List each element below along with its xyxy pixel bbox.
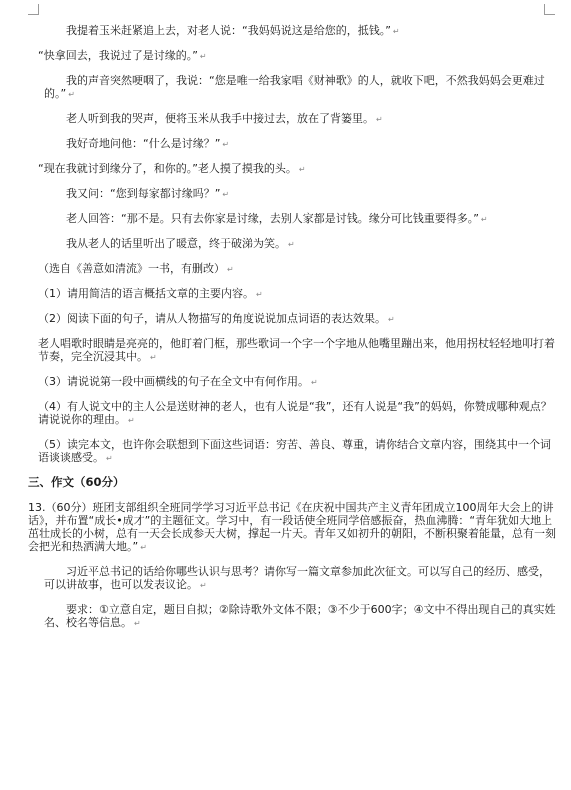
paragraph: 老人回答：“那不是。只有去你家是讨缘，去别人家都是讨钱。缘分可比钱重要得多。” ↵	[66, 212, 488, 225]
section-title: 三、作文（60分）	[28, 475, 125, 489]
paragraph: “快拿回去，我说过了是讨缘的。” ↵	[38, 49, 207, 62]
paragraph: 我的声音突然哽咽了，我说：“您是唯一给我家唱《财神歌》的人，就收下吧，不然我妈妈会更难过的。” ↵	[44, 74, 545, 100]
question-item: （1）请用简洁的语言概括文章的主要内容。 ↵	[38, 287, 263, 300]
question-item: （3）请说说第一段中画横线的句子在全文中有何作用。 ↵	[38, 375, 318, 388]
paragraph: “现在我就讨到缘分了，和你的。”老人摸了摸我的头。 ↵	[38, 162, 306, 175]
question-item: （4）有人说文中的主人公是送财神的老人，也有人说是“我”，还有人说是“我”的妈妈，你赞成哪种观点？请说说你的理由。 ↵	[38, 400, 552, 426]
question-13-prompt: 习近平总书记的话给你哪些认识与思考？请你写一篇文章参加此次征文。可以写自己的经历、感受，可以讲故事，也可以发表议论。 ↵	[44, 565, 550, 591]
crop-mark-top-right	[544, 4, 555, 15]
paragraph: 我又问：“您到每家都讨缘吗？” ↵	[66, 187, 230, 200]
question-13: 13.（60分）班团支部组织全班同学学习习近平总书记《在庆祝中国共产主义青年团成立100周年大会上的讲话》，并布置“成长•成才”的主题征文。学习中，有一段话使全班同学倍感振奋，热血沸腾：“青年犹如大地上茁壮成长的小树，总有一天会长成参天大树，撑起一片天。青年又如初升的朝阳，不断积聚着能量，总有一刻会把光和热洒满大地。” ↵	[28, 501, 556, 553]
document-body	[28, 24, 556, 641]
question-item: （2）阅读下面的句子，请从人物描写的角度说说加点词语的表达效果。 ↵	[38, 312, 395, 325]
quoted-sentence: 老人唱歌时眼睛是亮亮的，他盯着门框，那些歌词一个字一个字地从他嘴里蹦出来，他用拐杖轻轻地叩打着节奏，完全沉浸其中。 ↵	[38, 337, 555, 363]
paragraph: 我好奇地问他：“什么是讨缘？” ↵	[66, 137, 230, 150]
paragraph: 我从老人的话里听出了暖意，终于破涕为笑。 ↵	[66, 237, 295, 250]
question-item: （5）读完本文，也许你会联想到下面这些词语：穷苦、善良、尊重，请你结合文章内容，围绕其中一个词语谈谈感受。 ↵	[38, 438, 551, 464]
paragraph: 老人听到我的哭声，便将玉米从我手中接过去，放在了背篓里。 ↵	[66, 112, 383, 125]
question-13-requirements: 要求：①立意自定，题目自拟；②除诗歌外文体不限；③不少于600字；④文中不得出现自己的真实姓名、校名等信息。 ↵	[44, 603, 556, 629]
crop-mark-top-left	[28, 4, 39, 15]
source-note: （选自《善意如清流》一书，有删改） ↵	[38, 262, 234, 275]
paragraph: 我提着玉米赶紧追上去，对老人说：“我妈妈说这是给您的，抵钱。” ↵	[66, 24, 400, 37]
